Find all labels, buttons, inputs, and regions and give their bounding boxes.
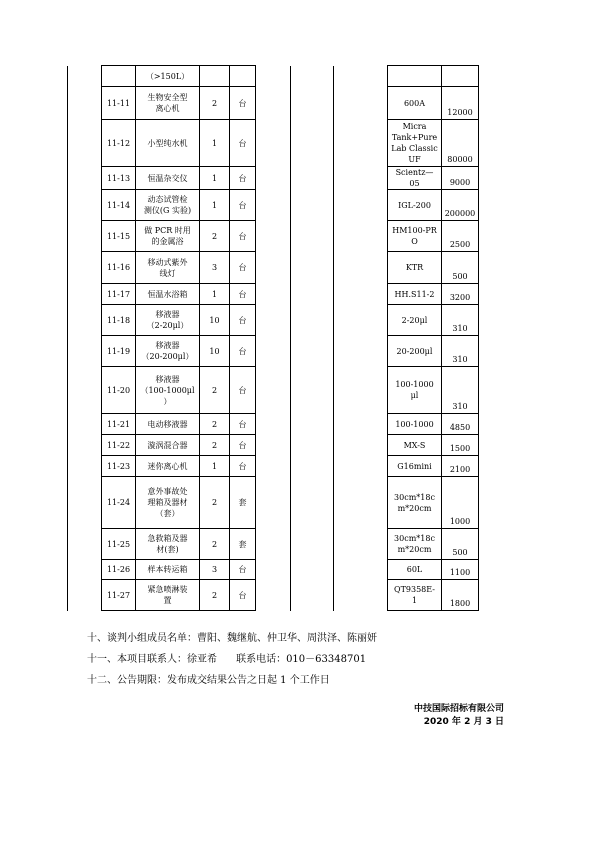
- blank-cell: [291, 414, 334, 435]
- item-model: 60L: [388, 560, 442, 580]
- blank-cell: [334, 167, 388, 190]
- blank-cell: [256, 66, 291, 87]
- item-quantity: 2: [200, 367, 230, 414]
- blank-cell: [68, 477, 102, 529]
- item-unit: 台: [230, 414, 256, 435]
- blank-cell: [334, 190, 388, 221]
- item-number: 11-12: [102, 120, 136, 167]
- blank-cell: [334, 252, 388, 284]
- item-unit: 套: [230, 477, 256, 529]
- blank-cell: [256, 435, 291, 456]
- item-number: 11-17: [102, 284, 136, 305]
- item-price: 1100: [442, 560, 479, 580]
- item-quantity: 3: [200, 252, 230, 284]
- item-unit: 套: [230, 529, 256, 560]
- blank-cell: [334, 336, 388, 367]
- item-model: [388, 66, 442, 87]
- item-model: Scientz— 05: [388, 167, 442, 190]
- signature-block: [414, 703, 504, 729]
- item-name: 电动移液器: [136, 414, 200, 435]
- item-model: 100-1000 μl: [388, 367, 442, 414]
- item-number: 11-24: [102, 477, 136, 529]
- item-model: KTR: [388, 252, 442, 284]
- blank-cell: [291, 336, 334, 367]
- item-number: 11-26: [102, 560, 136, 580]
- item-price: 200000: [442, 190, 479, 221]
- item-number: 11-22: [102, 435, 136, 456]
- blank-cell: [291, 190, 334, 221]
- item-model: G16mini: [388, 456, 442, 477]
- item-price: 500: [442, 529, 479, 560]
- company-name: 中技国际招标有限公司: [413, 704, 504, 714]
- item-number: 11-15: [102, 221, 136, 252]
- item-unit: 台: [230, 167, 256, 190]
- blank-cell: [291, 477, 334, 529]
- blank-cell: [68, 167, 102, 190]
- item-model: 20-200μl: [388, 336, 442, 367]
- blank-cell: [68, 66, 102, 87]
- blank-cell: [68, 252, 102, 284]
- blank-cell: [334, 87, 388, 120]
- blank-cell: [256, 284, 291, 305]
- item-price: 1000: [442, 477, 479, 529]
- blank-cell: [68, 414, 102, 435]
- item-name: 紧急喷淋装 置: [136, 580, 200, 611]
- blank-cell: [68, 221, 102, 252]
- item-number: 11-16: [102, 252, 136, 284]
- item-model: IGL-200: [388, 190, 442, 221]
- item-quantity: 3: [200, 560, 230, 580]
- blank-cell: [256, 120, 291, 167]
- table-row: [68, 252, 479, 284]
- blank-cell: [291, 221, 334, 252]
- item-name: 漩涡混合器: [136, 435, 200, 456]
- item-model: 30cm*18c m*20cm: [388, 477, 442, 529]
- table-row: [68, 560, 479, 580]
- item-number: 11-11: [102, 87, 136, 120]
- item-price: 2500: [442, 221, 479, 252]
- table-row: [68, 414, 479, 435]
- item-quantity: 2: [200, 221, 230, 252]
- item-name: 样本转运箱: [136, 560, 200, 580]
- blank-cell: [334, 456, 388, 477]
- item-number: 11-21: [102, 414, 136, 435]
- table-row: [68, 190, 479, 221]
- blank-cell: [256, 167, 291, 190]
- item-unit: 台: [230, 560, 256, 580]
- item-unit: 台: [230, 221, 256, 252]
- announcement-period-note: 十二、公告期限：发布成交结果公告之日起 1 个工作日: [87, 675, 330, 686]
- item-name: 移液器 （2-20μl）: [136, 305, 200, 336]
- item-number: 11-14: [102, 190, 136, 221]
- item-price: 80000: [442, 120, 479, 167]
- blank-cell: [334, 435, 388, 456]
- table-row: [68, 435, 479, 456]
- item-number: 11-20: [102, 367, 136, 414]
- item-quantity: 10: [200, 336, 230, 367]
- table-row: [68, 120, 479, 167]
- blank-cell: [291, 367, 334, 414]
- item-name: 做 PCR 时用 的金属浴: [136, 221, 200, 252]
- item-price: 310: [442, 305, 479, 336]
- blank-cell: [256, 456, 291, 477]
- item-name: 恒温水浴箱: [136, 284, 200, 305]
- item-model: HM100-PR O: [388, 221, 442, 252]
- item-price: 310: [442, 367, 479, 414]
- blank-cell: [334, 414, 388, 435]
- item-unit: 台: [230, 190, 256, 221]
- item-name: 小型纯水机: [136, 120, 200, 167]
- item-quantity: 2: [200, 414, 230, 435]
- blank-cell: [334, 560, 388, 580]
- item-name: 移动式紫外 线灯: [136, 252, 200, 284]
- blank-cell: [256, 477, 291, 529]
- item-quantity: 2: [200, 435, 230, 456]
- blank-cell: [256, 221, 291, 252]
- blank-cell: [291, 305, 334, 336]
- blank-cell: [256, 190, 291, 221]
- item-unit: 台: [230, 336, 256, 367]
- item-name: 迷你离心机: [136, 456, 200, 477]
- blank-cell: [334, 66, 388, 87]
- item-quantity: 1: [200, 120, 230, 167]
- blank-cell: [68, 456, 102, 477]
- blank-cell: [68, 367, 102, 414]
- item-quantity: 2: [200, 87, 230, 120]
- item-price: 500: [442, 252, 479, 284]
- blank-cell: [256, 529, 291, 560]
- item-number: 11-27: [102, 580, 136, 611]
- negotiation-members-note: 十、谈判小组成员名单：曹阳、魏继航、仲卫华、周洪泽、陈丽妍: [87, 633, 377, 644]
- item-model: 30cm*18c m*20cm: [388, 529, 442, 560]
- item-unit: 台: [230, 367, 256, 414]
- table-row: [68, 477, 479, 529]
- item-number: 11-13: [102, 167, 136, 190]
- blank-cell: [291, 456, 334, 477]
- item-model: 600A: [388, 87, 442, 120]
- item-model: QT9358E- 1: [388, 580, 442, 611]
- item-unit: 台: [230, 305, 256, 336]
- table-row: [68, 367, 479, 414]
- item-quantity: 1: [200, 284, 230, 305]
- blank-cell: [256, 336, 291, 367]
- item-price: 9000: [442, 167, 479, 190]
- blank-cell: [334, 221, 388, 252]
- blank-cell: [68, 580, 102, 611]
- table-row: [68, 167, 479, 190]
- blank-cell: [256, 580, 291, 611]
- item-unit: 台: [230, 87, 256, 120]
- blank-cell: [291, 167, 334, 190]
- item-name: 急救箱及器 材(套): [136, 529, 200, 560]
- blank-cell: [334, 120, 388, 167]
- item-price: 1800: [442, 580, 479, 611]
- signature-date: 2020 年 2 月 3 日: [423, 717, 504, 727]
- item-quantity: 10: [200, 305, 230, 336]
- item-quantity: 2: [200, 529, 230, 560]
- item-quantity: 1: [200, 456, 230, 477]
- item-model: 100-1000: [388, 414, 442, 435]
- blank-cell: [68, 87, 102, 120]
- item-unit: 台: [230, 456, 256, 477]
- item-number: 11-25: [102, 529, 136, 560]
- contact-note: 十一、本项目联系人：徐亚希 联系电话：010－63348701: [87, 654, 367, 665]
- item-unit: 台: [230, 580, 256, 611]
- item-name: 生物安全型 离心机: [136, 87, 200, 120]
- blank-cell: [334, 367, 388, 414]
- blank-cell: [334, 305, 388, 336]
- blank-cell: [256, 367, 291, 414]
- blank-cell: [68, 529, 102, 560]
- item-model: Micra Tank+Pure Lab Classic UF: [388, 120, 442, 167]
- blank-cell: [291, 284, 334, 305]
- blank-cell: [68, 305, 102, 336]
- item-price: 310: [442, 336, 479, 367]
- blank-cell: [256, 252, 291, 284]
- blank-cell: [68, 284, 102, 305]
- item-price: [442, 66, 479, 87]
- item-unit: 台: [230, 120, 256, 167]
- blank-cell: [256, 414, 291, 435]
- item-price: 2100: [442, 456, 479, 477]
- item-quantity: 1: [200, 167, 230, 190]
- item-name: 移液器 （20-200μl）: [136, 336, 200, 367]
- equipment-table: [67, 65, 479, 611]
- item-number: 11-23: [102, 456, 136, 477]
- item-price: 1500: [442, 435, 479, 456]
- table-row: [68, 87, 479, 120]
- blank-cell: [291, 252, 334, 284]
- blank-cell: [334, 477, 388, 529]
- table-row: [68, 305, 479, 336]
- item-number: 11-18: [102, 305, 136, 336]
- blank-cell: [291, 580, 334, 611]
- blank-cell: [256, 87, 291, 120]
- item-quantity: 2: [200, 477, 230, 529]
- blank-cell: [334, 284, 388, 305]
- table-row: [68, 580, 479, 611]
- blank-cell: [334, 529, 388, 560]
- blank-cell: [68, 120, 102, 167]
- item-quantity: 2: [200, 580, 230, 611]
- notes-section: [87, 628, 377, 691]
- item-name: （>150L）: [136, 66, 200, 87]
- blank-cell: [68, 190, 102, 221]
- item-price: 12000: [442, 87, 479, 120]
- table-row: [68, 456, 479, 477]
- blank-cell: [291, 66, 334, 87]
- item-unit: 台: [230, 435, 256, 456]
- blank-cell: [291, 529, 334, 560]
- blank-cell: [256, 305, 291, 336]
- item-unit: 台: [230, 252, 256, 284]
- table-row: [68, 221, 479, 252]
- item-price: 4850: [442, 414, 479, 435]
- item-model: HH.S11-2: [388, 284, 442, 305]
- table-row: [68, 66, 479, 87]
- item-unit: 台: [230, 284, 256, 305]
- blank-cell: [68, 560, 102, 580]
- blank-cell: [256, 560, 291, 580]
- blank-cell: [291, 435, 334, 456]
- item-number: [102, 66, 136, 87]
- blank-cell: [291, 87, 334, 120]
- blank-cell: [334, 580, 388, 611]
- table-row: [68, 529, 479, 560]
- blank-cell: [291, 120, 334, 167]
- blank-cell: [68, 336, 102, 367]
- item-name: 移液器 （100-1000μl ）: [136, 367, 200, 414]
- table-row: [68, 336, 479, 367]
- blank-cell: [291, 560, 334, 580]
- table-row: [68, 284, 479, 305]
- item-price: 3200: [442, 284, 479, 305]
- item-model: 2-20μl: [388, 305, 442, 336]
- item-model: MX-S: [388, 435, 442, 456]
- item-name: 意外事故处 理箱及器材 （套）: [136, 477, 200, 529]
- item-number: 11-19: [102, 336, 136, 367]
- blank-cell: [68, 435, 102, 456]
- item-quantity: [200, 66, 230, 87]
- item-name: 动态试管检 测仪(G 实验): [136, 190, 200, 221]
- item-name: 恒温杂交仪: [136, 167, 200, 190]
- item-quantity: 1: [200, 190, 230, 221]
- item-unit: [230, 66, 256, 87]
